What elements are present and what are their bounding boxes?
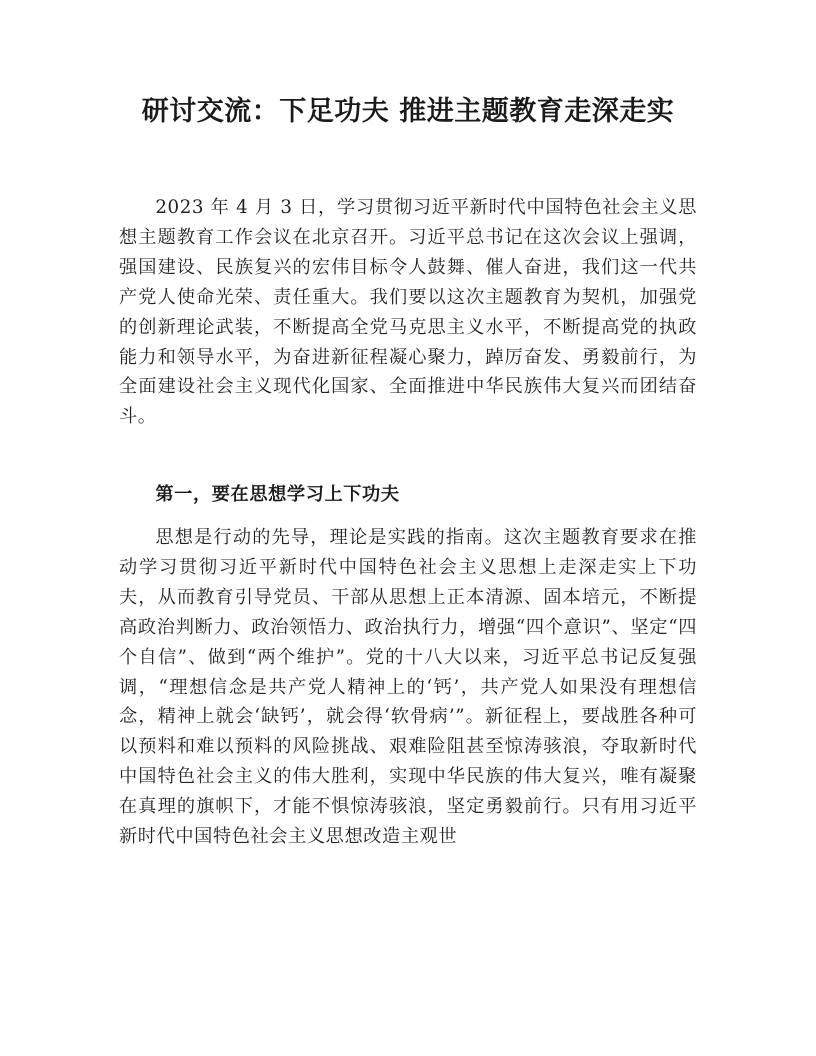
body-paragraph-intro: 2023 年 4 月 3 日，学习贯彻习近平新时代中国特色社会主义思想主题教育工作会议在北京召开。习近平总书记在这次会议上强调，强国建设、民族复兴的宏伟目标令人鼓舞、催人奋进，我们这一代共产党人使命光荣、责任重大。我们要以这次主题教育为契机，加强党的创新理论武装，不断提高全党马克思主义水平，不断提高党的执政能力和领导水平，为奋进新征程凝心聚力，踔厉奋发、勇毅前行，为全面建设社会主义现代化国家、全面推进中华民族伟大复兴而团结奋斗。 xyxy=(119,197,697,428)
body-paragraph-section-1: 思想是行动的先导，理论是实践的指南。这次主题教育要求在推动学习贯彻习近平新时代中国特色社会主义思想上走深走实上下功夫，从而教育引导党员、干部从思想上正本清源、固本培元，不断提高政治判断力、政治领悟力、政治执行力，增强“四个意识”、坚定“四个自信”、做到“两个维护”。党的十八大以来，习近平总书记反复强调，“理想信念是共产党人精神上的‘钙’，共产党人如果没有理想信念，精神上就会‘缺钙’，就会得‘软骨病’”。新征程上，要战胜各种可以预料和难以预料的风险挑战、艰难险阻甚至惊涛骇浪，夺取新时代中国特色社会主义的伟大胜利，实现中华民族的伟大复兴，唯有凝聚在真理的旗帜下，才能不惧惊涛骇浪，坚定勇毅前行。只有用习近平新时代中国特色社会主义思想改造主观世 xyxy=(119,527,697,848)
document-title: 研讨交流：下足功夫 推进主题教育走深走实 xyxy=(141,96,675,127)
section-heading-1: 第一，要在思想学习上下功夫 xyxy=(155,484,400,505)
